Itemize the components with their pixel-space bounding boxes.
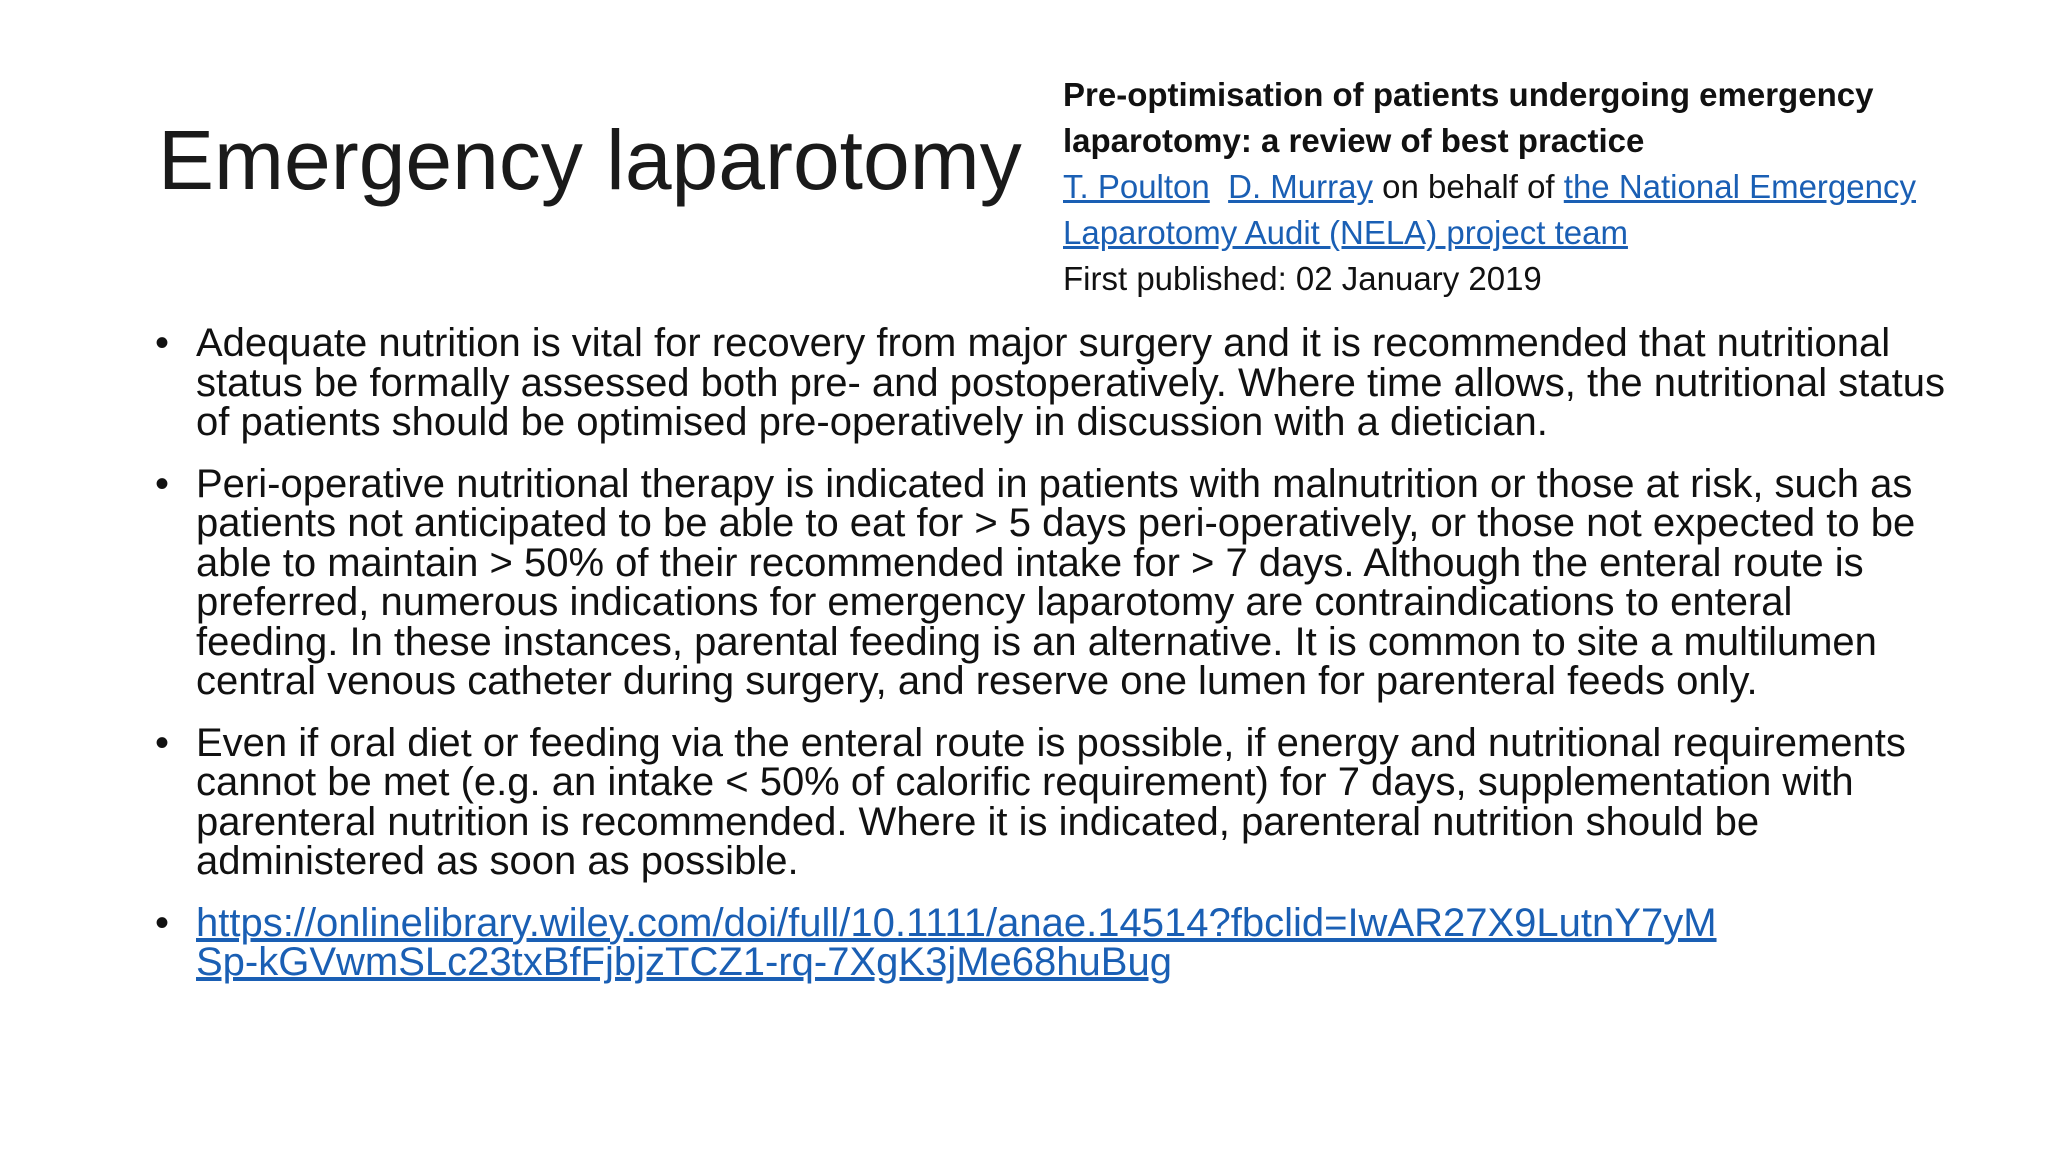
published-date: First published: 02 January 2019: [1063, 260, 1542, 297]
source-url-link[interactable]: [196, 900, 1950, 984]
author-link-murray[interactable]: D. Murray: [1228, 168, 1373, 205]
reference-title-line-2: laparotomy: a review of best practice: [1063, 122, 1645, 159]
bullet-item-source-link: [150, 900, 1950, 984]
bullet-text: Adequate nutrition is vital for recovery from major surgery and it is recommended that nutritional status be formally assessed both pre- and postoperatively. Where time allows, the nutritional status of patients should be optimised pre-operatively in discussion with a dietician.: [196, 321, 1946, 444]
bullet-dot: •: [155, 720, 170, 765]
bullet-dot: •: [155, 900, 170, 945]
bullet-dot: •: [155, 321, 170, 365]
reference-block: [1063, 72, 2003, 302]
bullet-dot: •: [155, 461, 170, 506]
bullet-text: Even if oral diet or feeding via the enteral route is possible, if energy and nutritional requirements cannot be met (e.g. an intake < 50% of calorific requirement) for 7 days, supplementation with parenteral nutrition is recommended. Where it is indicated, parenteral nutrition should be administered as soon as possible.: [196, 720, 1906, 883]
reference-team-line-2: [1063, 210, 2003, 256]
reference-authors-line: [1063, 164, 2003, 210]
slide-title: Emergency laparotomy: [158, 113, 1022, 207]
source-url-line-2: Sp-kGVwmSLc23txBfFjbjzTCZ1-rq-7XgK3jMe68huBug: [196, 940, 1172, 984]
reference-title-line-1: Pre-optimisation of patients undergoing emergency: [1063, 76, 1874, 113]
bullet-item-nutrition: [150, 321, 1951, 444]
on-behalf-text: on behalf of: [1372, 168, 1564, 205]
source-url-line-1: https://onlinelibrary.wiley.com/doi/full/10.1111/anae.14514?fbclid=IwAR27X9LutnY7yM: [196, 900, 1717, 945]
author-link-poulton[interactable]: T. Poulton: [1063, 168, 1210, 205]
bullet-item-parenteral-supplementation: [150, 720, 1941, 883]
bullet-item-perioperative-therapy: [150, 461, 1938, 703]
bullet-text: Peri-operative nutritional therapy is indicated in patients with malnutrition or those at risk, such as patients not anticipated to be able to eat for > 5 days peri-operatively, or those not expected to be able to maintain > 50% of their recommended intake for > 7 days. Although the enteral route is preferred, numerous indications for emergency laparotomy are contraindications to enteral feeding. In these instances, parental feeding is an alternative. It is common to site a multilumen central venous catheter during surgery, and reserve one lumen for parenteral feeds only.: [196, 461, 1916, 703]
bullet-list: [150, 321, 1950, 1005]
nela-team-link-continued[interactable]: Laparotomy Audit (NELA) project team: [1063, 214, 1628, 251]
nela-team-link[interactable]: the National Emergency: [1563, 168, 1916, 205]
